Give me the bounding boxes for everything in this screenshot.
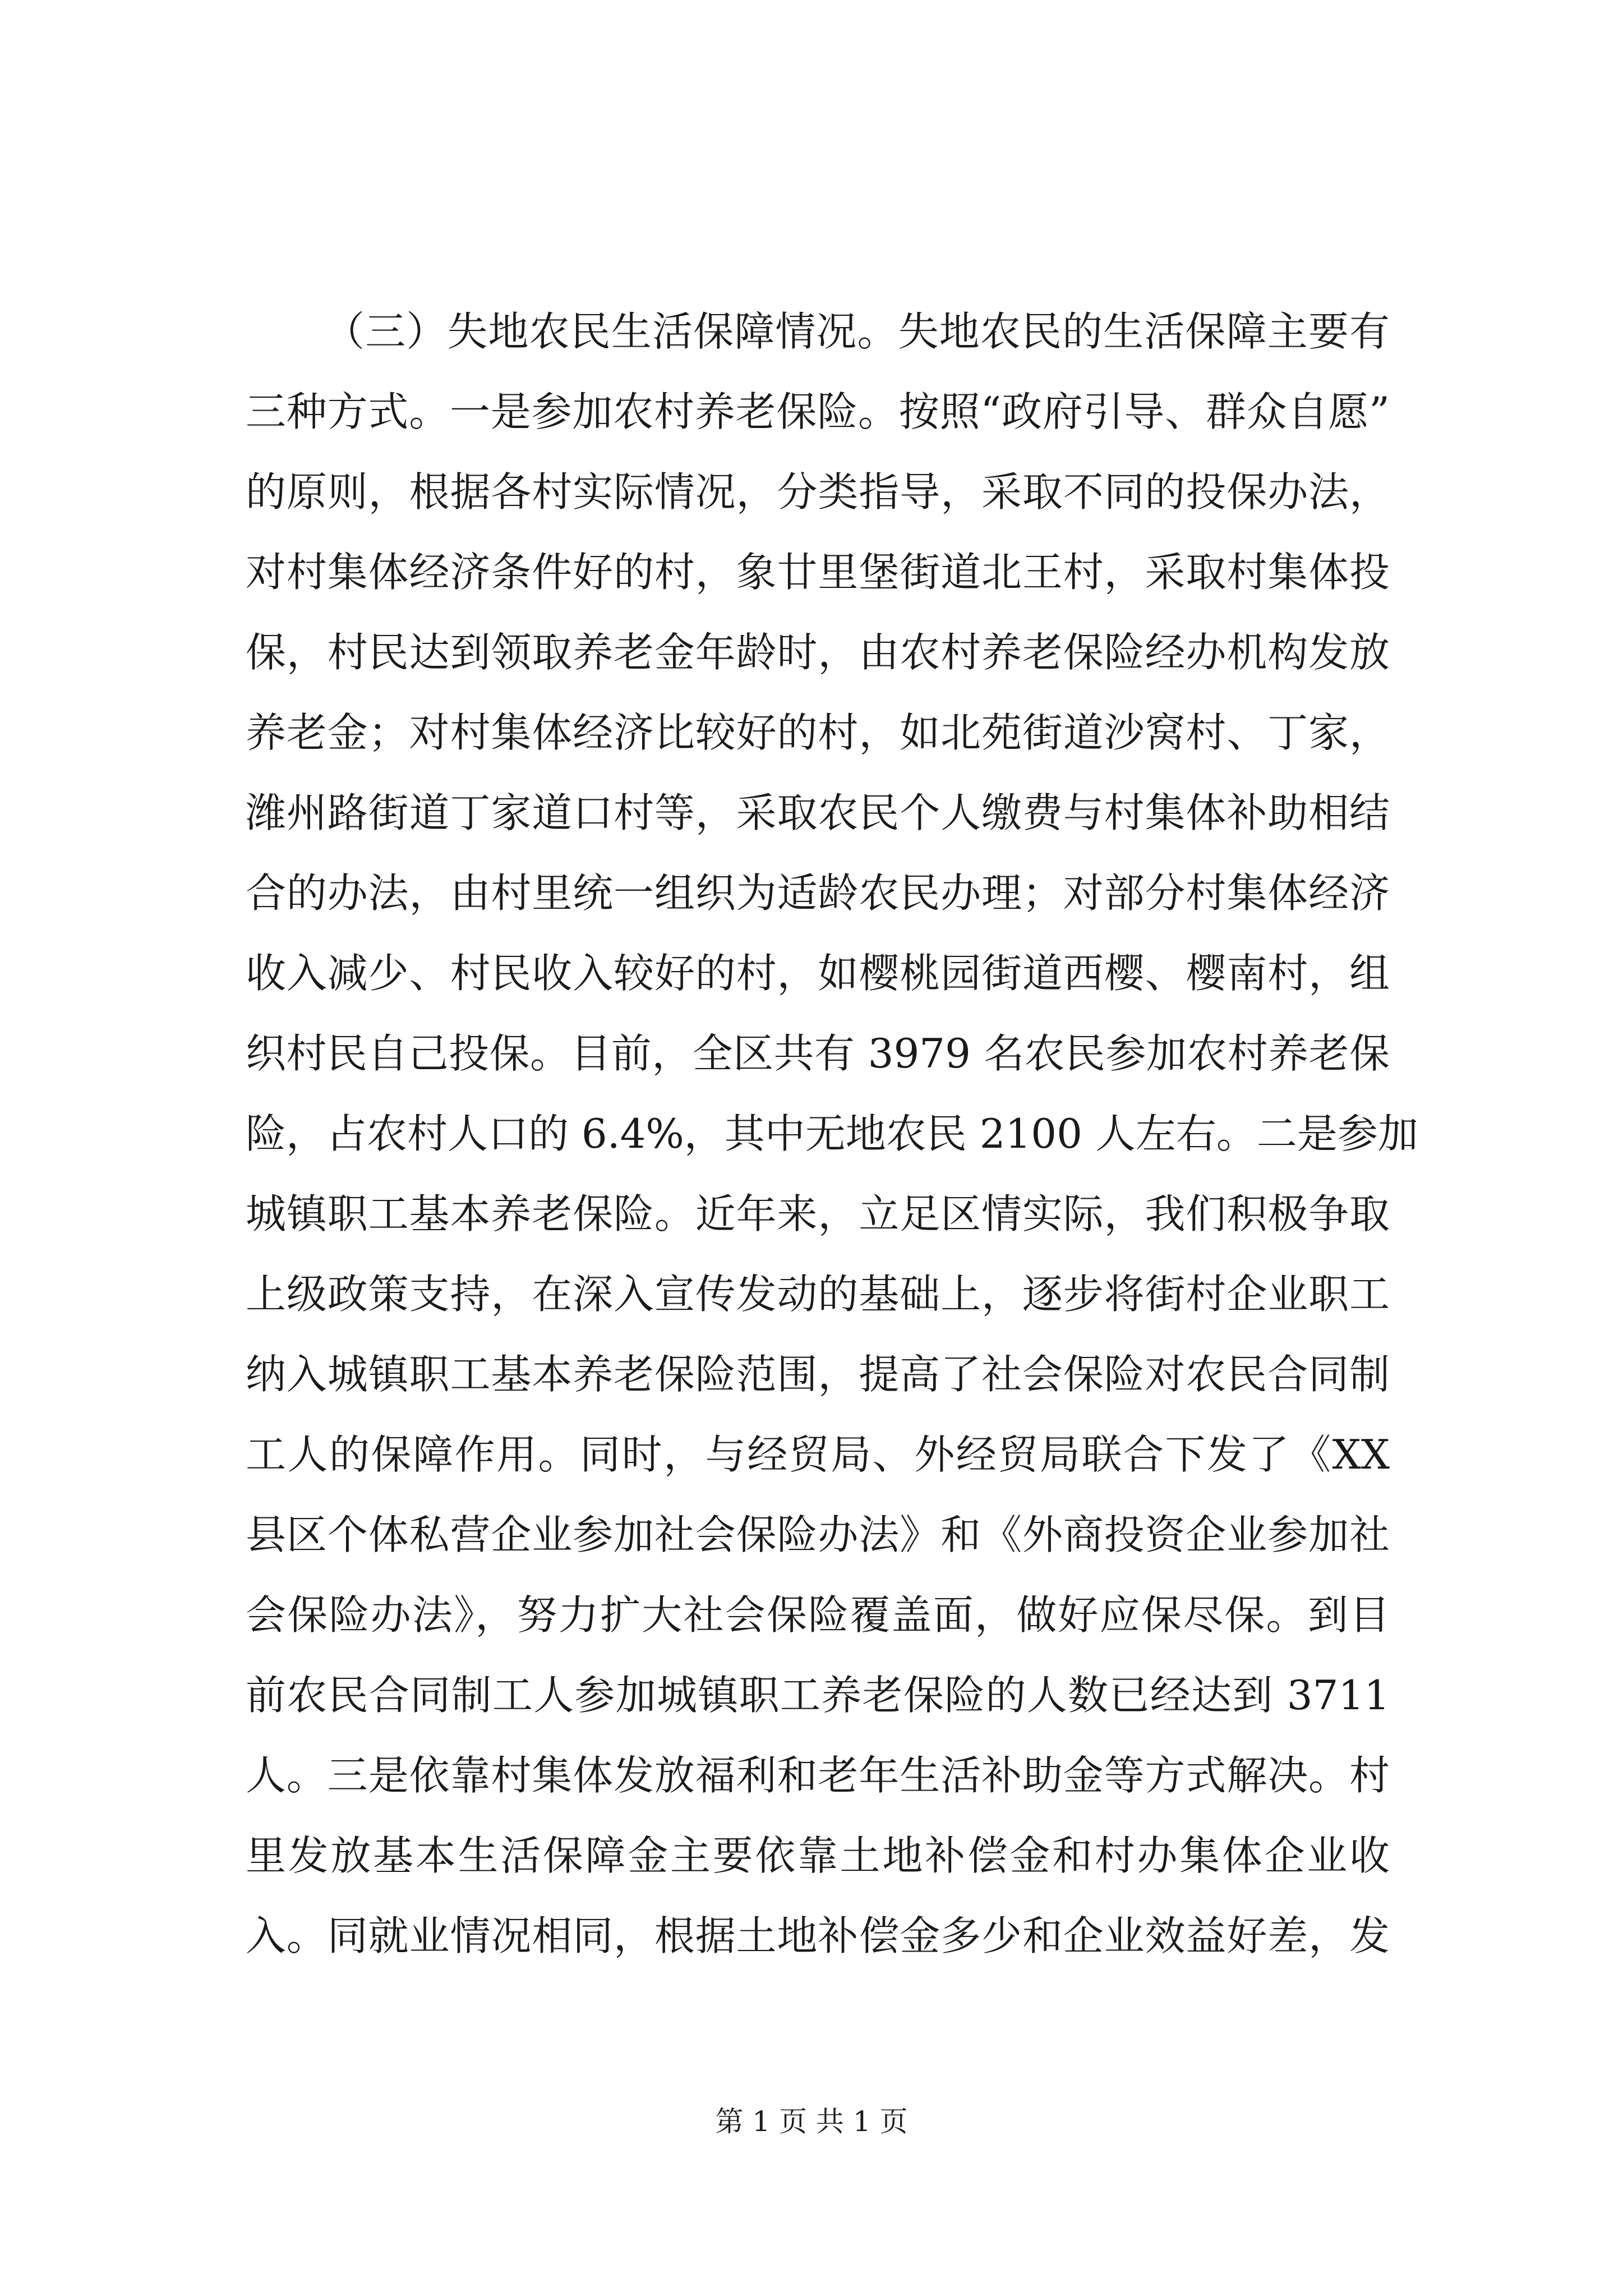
paragraph-line: 收入减少、村民收入较好的村，如樱桃园街道西樱、樱南村，组 (246, 950, 1390, 997)
paragraph-line: 纳入城镇职工基本养老保险范围，提高了社会保险对农民合同制 (246, 1351, 1390, 1398)
paragraph-line: 保，村民达到领取养老金年龄时，由农村养老保险经办机构发放 (246, 629, 1390, 676)
paragraph-line: 县区个体私营企业参加社会保险办法》和《外商投资企业参加社 (246, 1511, 1390, 1558)
paragraph-line: 对村集体经济条件好的村，象廿里堡街道北王村，采取村集体投 (246, 549, 1390, 596)
paragraph-line: 里发放基本生活保障金主要依靠土地补偿金和村办集体企业收 (246, 1832, 1390, 1879)
document-body (246, 292, 1418, 1976)
paragraph-line: （三）失地农民生活保障情况。失地农民的生活保障主要有 (324, 308, 1390, 355)
paragraph-line: 的原则，根据各村实际情况，分类指导，采取不同的投保办法， (246, 468, 1390, 516)
paragraph-line: 合的办法，由村里统一组织为适龄农民办理；对部分村集体经济 (246, 869, 1390, 917)
page-footer: 第 1 页 共 1 页 (715, 2105, 908, 2138)
paragraph-line: 入。同就业情况相同，根据土地补偿金多少和企业效益好差，发 (246, 1912, 1390, 1959)
paragraph-line: 前农民合同制工人参加城镇职工养老保险的人数已经达到 3711 (246, 1672, 1390, 1719)
paragraph-line: 三种方式。一是参加农村养老保险。按照“政府引导、群众自愿” (246, 388, 1390, 435)
paragraph-line: 上级政策支持，在深入宣传发动的基础上，逐步将街村企业职工 (246, 1271, 1390, 1318)
paragraph-line: 险，占农村人口的 6.4%，其中无地农民 2100 人左右。二是参加 (246, 1110, 1418, 1157)
paragraph-line: 人。三是依靠村集体发放福利和老年生活补助金等方式解决。村 (246, 1752, 1390, 1799)
paragraph-line: 织村民自己投保。目前，全区共有 3979 名农民参加农村养老保 (246, 1030, 1390, 1077)
paragraph-line: 潍州路街道丁家道口村等，采取农民个人缴费与村集体补助相结 (246, 789, 1390, 836)
paragraph-line: 养老金；对村集体经济比较好的村，如北苑街道沙窝村、丁家， (246, 709, 1390, 756)
paragraph-line: 会保险办法》，努力扩大社会保险覆盖面，做好应保尽保。到目 (246, 1591, 1390, 1639)
paragraph-line: 城镇职工基本养老保险。近年来，立足区情实际，我们积极争取 (246, 1190, 1390, 1237)
paragraph-line: 工人的保障作用。同时，与经贸局、外经贸局联合下发了《XX (246, 1431, 1390, 1478)
